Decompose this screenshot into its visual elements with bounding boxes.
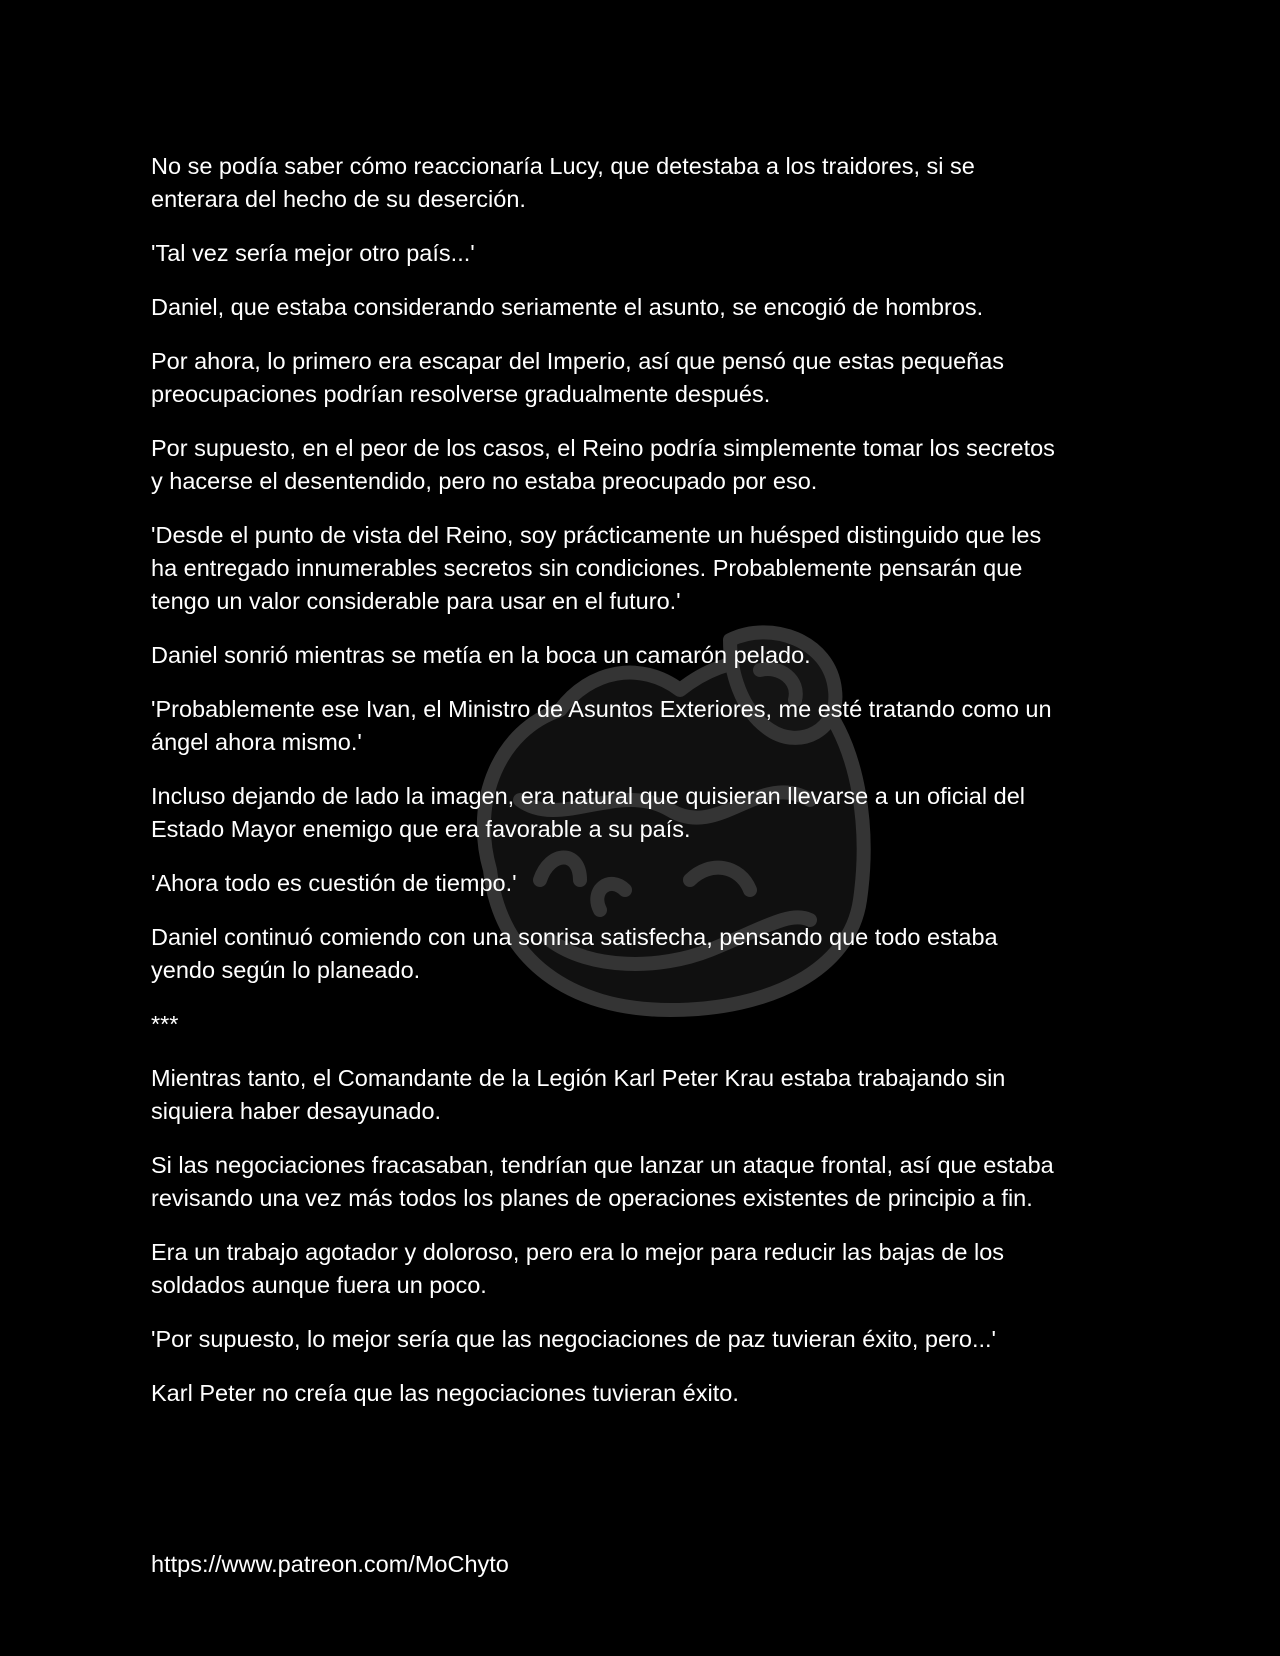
chapter-text	[151, 150, 1131, 1431]
paragraph: Era un trabajo agotador y doloroso, pero era lo mejor para reducir las bajas de los soldados aunque fuera un poco.	[151, 1239, 1005, 1298]
paragraph: Por supuesto, en el peor de los casos, el Reino podría simplemente tomar los secretos y hacerse el desentendido, pero no estaba preocupado por eso.	[151, 435, 1055, 494]
scene-break: ***	[151, 1011, 179, 1037]
paragraph: No se podía saber cómo reaccionaría Lucy, que detestaba a los traidores, si se enterara del hecho de su deserción.	[151, 153, 975, 212]
paragraph: Incluso dejando de lado la imagen, era natural que quisieran llevarse a un oficial del Estado Mayor enemigo que era favorable a su país.	[151, 783, 1025, 842]
paragraph: Por ahora, lo primero era escapar del Imperio, así que pensó que estas pequeñas preocupaciones podrían resolverse gradualmente después.	[151, 348, 1005, 407]
paragraph: 'Por supuesto, lo mejor sería que las negociaciones de paz tuvieran éxito, pero...'	[151, 1326, 997, 1352]
paragraph: 'Probablemente ese Ivan, el Ministro de Asuntos Exteriores, me esté tratando como un ángel ahora mismo.'	[151, 696, 1052, 755]
paragraph: 'Desde el punto de vista del Reino, soy prácticamente un huésped distinguido que les ha entregado innumerables secretos sin condiciones. Probablemente pensarán que tengo un valor considerable para usar en el futuro.'	[151, 522, 1042, 614]
patreon-link[interactable]: https://www.patreon.com/MoChyto	[151, 1551, 509, 1577]
paragraph: Daniel sonrió mientras se metía en la boca un camarón pelado.	[151, 642, 811, 668]
paragraph: Karl Peter no creía que las negociaciones tuvieran éxito.	[151, 1380, 739, 1406]
paragraph: 'Tal vez sería mejor otro país...'	[151, 240, 475, 266]
paragraph: Mientras tanto, el Comandante de la Legión Karl Peter Krau estaba trabajando sin siquiera haber desayunado.	[151, 1065, 1006, 1124]
paragraph: Daniel continuó comiendo con una sonrisa satisfecha, pensando que todo estaba yendo según lo planeado.	[151, 924, 998, 983]
paragraph: 'Ahora todo es cuestión de tiempo.'	[151, 870, 517, 896]
paragraph: Si las negociaciones fracasaban, tendrían que lanzar un ataque frontal, así que estaba revisando una vez más todos los planes de operaciones existentes de principio a fin.	[151, 1152, 1054, 1211]
paragraph: Daniel, que estaba considerando seriamente el asunto, se encogió de hombros.	[151, 294, 984, 320]
